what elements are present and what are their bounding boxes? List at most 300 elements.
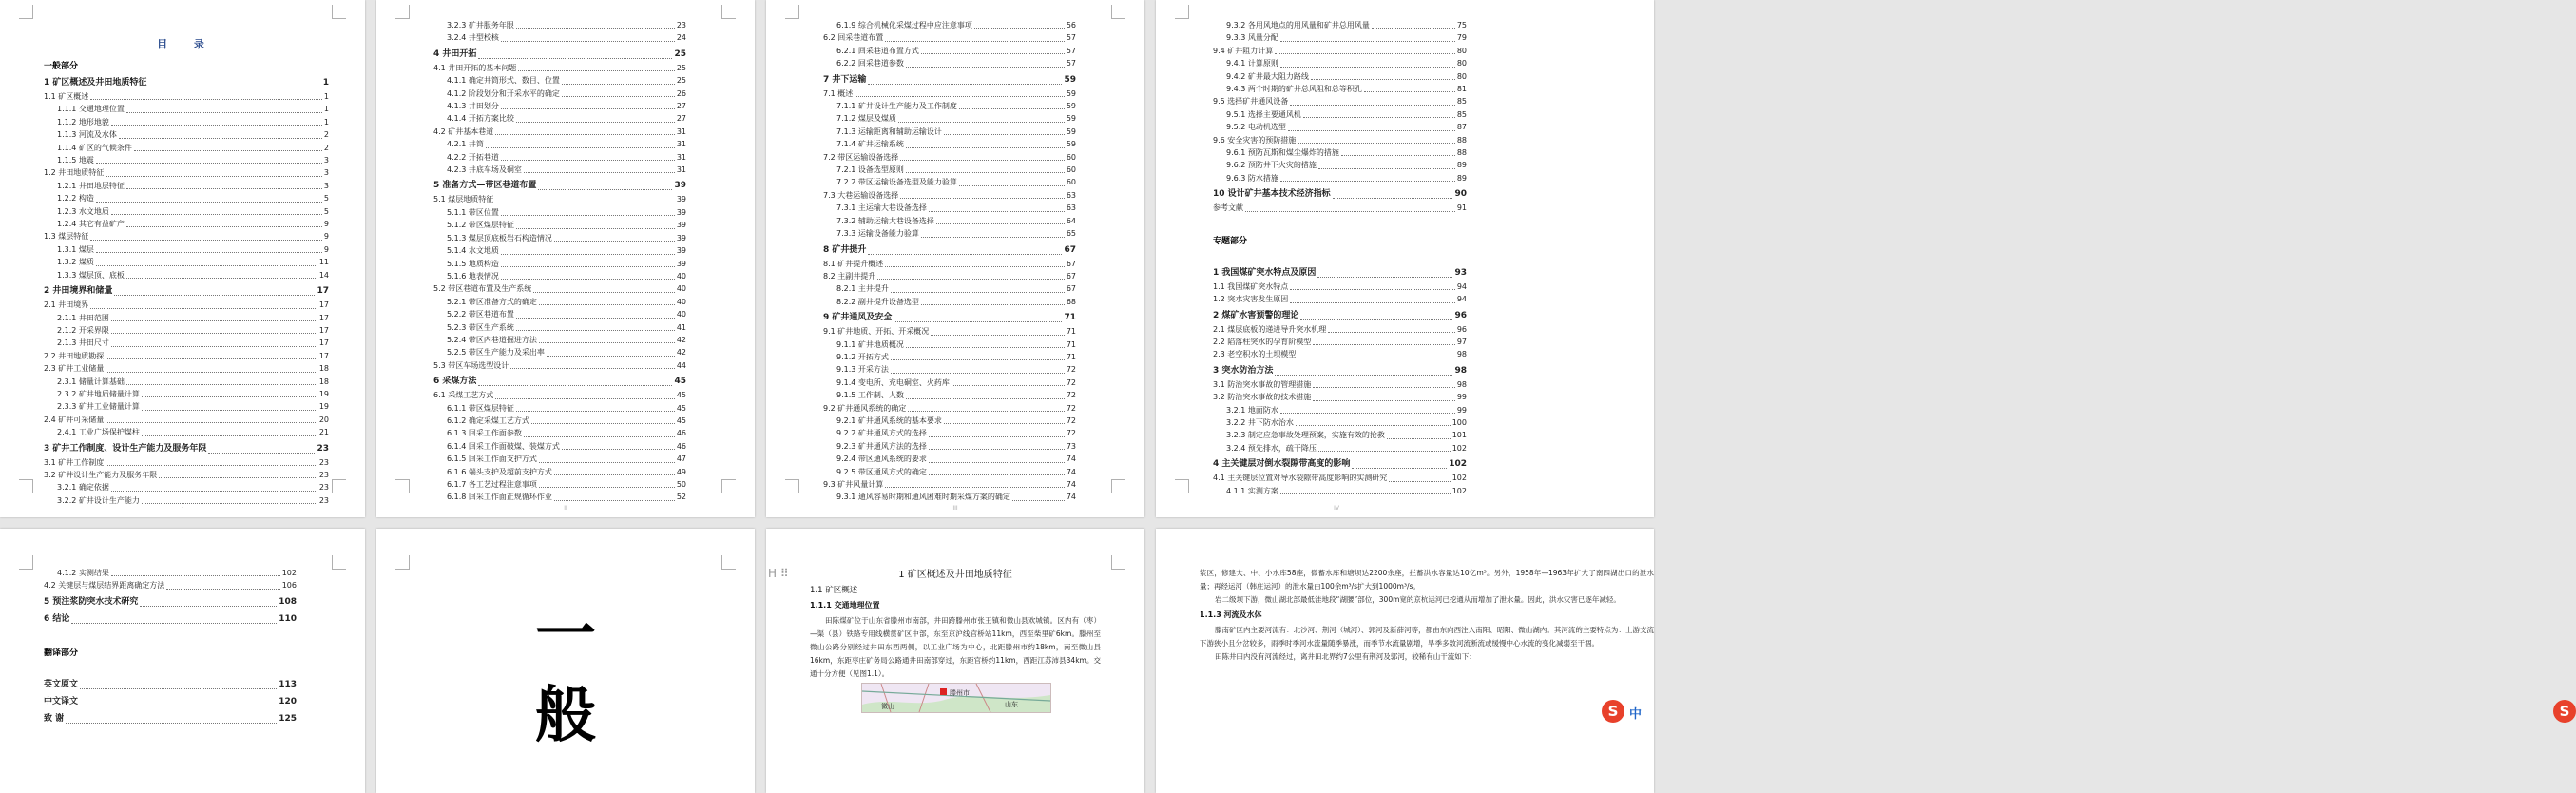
toc-page-number: 59 [1066, 88, 1076, 98]
toc-entry[interactable] [823, 258, 1076, 270]
toc-entry[interactable] [1213, 308, 1467, 323]
toc-entry[interactable] [433, 374, 686, 389]
page-number-mark: II [564, 505, 567, 512]
toc-entry-title: 5.2.2 带区巷道布置 [447, 310, 514, 319]
page-body [810, 569, 1101, 681]
toc-entry[interactable] [44, 312, 329, 324]
toc-entry[interactable] [1213, 391, 1467, 403]
toc-entry-title: 7.1 概述 [823, 88, 854, 98]
toc-entry[interactable] [1213, 172, 1467, 184]
toc-entry-title: 2.4 矿井可采储量 [44, 415, 105, 424]
toc-leader-dots [1328, 332, 1455, 333]
toc-entry-title: 2 井田境界和储量 [44, 286, 113, 297]
toc-entry-title: 1.1.1 交通地理位置 [57, 105, 125, 114]
toc-page-number: 74 [1066, 493, 1076, 502]
toc-entry[interactable] [433, 47, 686, 62]
toc-entry[interactable] [44, 142, 329, 154]
page-corner-mark [1111, 479, 1125, 493]
toc-entry[interactable] [823, 112, 1076, 125]
toc-leader-dots [90, 240, 322, 241]
document-page [766, 0, 1144, 517]
toc-entry-title: 4.1.2 阶段划分和开采水平的确定 [447, 88, 560, 98]
toc-leader-dots [1333, 198, 1453, 199]
toc-entry[interactable] [433, 206, 686, 219]
toc-leader-dots [1280, 41, 1455, 42]
toc-entry-title: 英文原文 [44, 679, 79, 689]
toc-leader-dots [90, 99, 322, 100]
toc-entry[interactable] [823, 282, 1076, 295]
toc-entry[interactable] [1213, 159, 1467, 171]
toc-leader-dots [906, 347, 1065, 348]
toc-entry[interactable] [433, 296, 686, 308]
toc-entry-title: 6.1.9 综合机械化采煤过程中应注意事项 [836, 21, 972, 29]
toc-entry[interactable] [823, 202, 1076, 214]
page-corner-mark [19, 479, 33, 493]
toc-entry[interactable] [1213, 70, 1467, 83]
ime-logo-icon[interactable]: S [2553, 700, 2576, 723]
toc-page-number: 25 [676, 63, 686, 72]
toc-entry-title: 5.2.1 带区准备方式的确定 [447, 297, 537, 306]
toc-leader-dots [142, 503, 317, 504]
toc-entry[interactable] [44, 116, 329, 128]
toc-entry[interactable] [433, 100, 686, 112]
toc-entry[interactable] [433, 321, 686, 334]
toc-entry[interactable] [823, 325, 1076, 338]
toc-entry-title: 3.2.1 地面防水 [1226, 405, 1278, 415]
toc-page-number: 72 [1066, 403, 1076, 413]
toc-entry[interactable] [44, 269, 329, 281]
toc-entry[interactable] [44, 362, 329, 375]
toc-page-number: 39 [676, 246, 686, 256]
toc-leader-dots [111, 346, 317, 347]
toc-entry[interactable] [823, 427, 1076, 439]
toc-leader-dots [929, 474, 1065, 475]
toc-entry[interactable] [1213, 404, 1467, 416]
toc-entry[interactable] [433, 258, 686, 270]
toc-page-number: 67 [1066, 259, 1076, 268]
toc-entry[interactable] [44, 579, 297, 591]
page-corner-mark [395, 479, 410, 493]
toc-leader-dots [111, 125, 322, 126]
toc-leader-dots [891, 359, 1065, 360]
toc-page-number: 89 [1456, 173, 1467, 183]
toc-entry[interactable] [1213, 416, 1467, 429]
toc-entry[interactable] [1213, 146, 1467, 159]
toc-entry[interactable] [433, 270, 686, 282]
toc-entry[interactable] [823, 466, 1076, 478]
toc-entry[interactable] [823, 440, 1076, 453]
toc-entry-title: 9.5.1 选择主要通风机 [1226, 109, 1301, 119]
toc-entry[interactable] [1213, 186, 1467, 202]
toc-entry[interactable] [1213, 456, 1467, 472]
toc-entry[interactable] [823, 270, 1076, 282]
page-corner-mark [1175, 479, 1189, 493]
toc-leader-dots [1372, 28, 1455, 29]
toc-entry[interactable] [433, 427, 686, 439]
toc-page-number: 71 [1066, 327, 1076, 337]
toc-page-number: 39 [676, 233, 686, 242]
toc-entry[interactable] [823, 215, 1076, 227]
toc-entry-title: 9.1.5 工作制、人数 [836, 391, 904, 400]
toc-leader-dots [1389, 481, 1450, 482]
toc-entry[interactable] [44, 128, 329, 141]
toc-entry[interactable] [44, 594, 297, 609]
toc-entry-title: 2.1.3 井田尺寸 [57, 338, 109, 348]
toc-leader-dots [539, 487, 675, 488]
toc-page-number: 96 [1454, 310, 1467, 320]
toc-leader-dots [554, 500, 675, 501]
toc-entry-title: 1.2.2 构造 [57, 194, 94, 203]
toc-entry-title: 1.3.1 煤层 [57, 244, 94, 254]
toc-entry[interactable] [44, 166, 329, 179]
toc-page-number: 24 [676, 33, 686, 43]
toc-entry[interactable] [44, 103, 329, 115]
toc-entry[interactable] [433, 389, 686, 401]
toc-entry[interactable] [44, 400, 329, 413]
toc-leader-dots [900, 160, 1065, 161]
toc-entry[interactable] [433, 219, 686, 231]
toc-entry[interactable] [1213, 378, 1467, 391]
toc-page-number: 26 [676, 88, 686, 98]
toc-entry[interactable] [433, 282, 686, 295]
toc-page-number: 59 [1066, 102, 1076, 111]
toc-entry[interactable] [44, 677, 297, 692]
toc-entry[interactable] [433, 178, 686, 193]
toc-entry[interactable] [433, 346, 686, 358]
toc-entry[interactable] [1213, 19, 1467, 31]
toc-entry[interactable] [44, 283, 329, 299]
toc-page-number: 39 [676, 207, 686, 217]
toc-leader-dots [944, 134, 1065, 135]
toc-entry-title: 9.2 矿井通风系统的确定 [823, 403, 907, 413]
toc-entry[interactable] [44, 567, 297, 579]
toc-entry[interactable] [433, 112, 686, 125]
toc-spacer [1213, 215, 1467, 228]
toc-entry[interactable] [433, 74, 686, 87]
toc-entry[interactable] [1213, 121, 1467, 133]
toc-leader-dots [1317, 277, 1452, 278]
toc-entry[interactable] [1213, 472, 1467, 484]
toc-entry[interactable] [433, 193, 686, 205]
toc-entry[interactable] [823, 31, 1076, 44]
toc-entry-title: 8 矿井提升 [823, 244, 867, 255]
toc-entry[interactable] [44, 154, 329, 166]
toc-entry[interactable] [44, 414, 329, 426]
toc-page-number: 40 [676, 310, 686, 319]
toc-leader-dots [524, 172, 675, 173]
toc-entry-title: 7.1.3 运输距离和辅助运输设计 [836, 126, 942, 136]
toc-entry[interactable] [44, 75, 329, 90]
toc-entry[interactable] [44, 192, 329, 204]
toc-entry[interactable] [823, 45, 1076, 57]
toc-entry[interactable] [823, 242, 1076, 258]
toc-leader-dots [96, 163, 322, 164]
toc-page-number: 45 [676, 416, 686, 425]
toc-entry[interactable] [823, 296, 1076, 308]
toc-entry[interactable] [1213, 293, 1467, 305]
toc-entry[interactable] [1213, 31, 1467, 44]
toc-entry[interactable] [823, 377, 1076, 389]
toc-leader-dots [96, 252, 322, 253]
toc-entry-title: 2.1.1 井田范围 [57, 313, 109, 322]
toc-entry[interactable] [823, 126, 1076, 138]
toc-entry[interactable] [44, 299, 329, 311]
toc-entry[interactable] [44, 180, 329, 192]
toc-entry-title: 6.2 回采巷道布置 [823, 33, 884, 43]
toc-page-number: 20 [318, 415, 329, 424]
toc-entry[interactable] [44, 90, 329, 103]
toc-entry[interactable] [44, 243, 329, 256]
toc-entry[interactable] [823, 227, 1076, 240]
toc-page-number: 9 [323, 220, 329, 229]
toc-leader-dots [562, 449, 675, 450]
toc-page-number: 80 [1456, 71, 1467, 81]
toc-entry[interactable] [823, 338, 1076, 351]
toc-entry[interactable] [823, 491, 1076, 503]
toc-entry-title: 9.1.1 矿井地质概况 [836, 339, 904, 349]
toc-entry[interactable] [44, 388, 329, 400]
toc-entry[interactable] [823, 164, 1076, 176]
toc-entry-title: 3.2.4 预先排水，疏干降压 [1226, 443, 1317, 453]
toc-leader-dots [929, 449, 1065, 450]
toc-entry[interactable] [433, 87, 686, 100]
toc-entry[interactable] [433, 308, 686, 320]
map-label: 滕州市 [950, 689, 970, 697]
toc-entry[interactable] [823, 57, 1076, 69]
toc-entry[interactable] [44, 350, 329, 362]
toc-entry[interactable] [823, 151, 1076, 164]
toc-leader-dots [111, 575, 280, 576]
toc-entry-title: 6.1.4 回采工作面破煤、装煤方式 [447, 441, 560, 451]
toc-entry[interactable] [433, 491, 686, 503]
toc-entry[interactable] [44, 694, 297, 709]
toc-entry[interactable] [433, 440, 686, 453]
toc-entry[interactable] [44, 337, 329, 349]
toc-page-number: 102 [1451, 474, 1467, 483]
toc-leader-dots [516, 228, 675, 229]
toc-page-number: 96 [1456, 324, 1467, 334]
toc-entry-title: 1.2.1 井田地层特征 [57, 181, 125, 190]
toc-entry[interactable] [433, 453, 686, 465]
toc-entry[interactable] [1213, 485, 1467, 497]
toc-entry[interactable] [1213, 108, 1467, 121]
toc-page-number: 42 [676, 335, 686, 344]
toc-page-number: 87 [1456, 123, 1467, 132]
toc-entry[interactable] [433, 138, 686, 150]
toc-entry[interactable] [823, 478, 1076, 491]
toc-entry-title: 7.1.1 矿井设计生产能力及工作制度 [836, 102, 957, 111]
toc-entry[interactable] [44, 218, 329, 230]
toc-entry-title: 1.1.2 地形地貌 [57, 117, 109, 126]
toc-entry[interactable] [433, 31, 686, 44]
toc-leader-dots [71, 623, 277, 624]
toc-entry[interactable] [1213, 442, 1467, 455]
document-page [376, 529, 755, 793]
toc-leader-dots [1300, 319, 1452, 320]
toc-entry[interactable] [433, 466, 686, 478]
toc-page-number: 67 [1066, 271, 1076, 280]
toc-entry[interactable] [44, 324, 329, 337]
toc-entry[interactable] [433, 244, 686, 257]
toc-entry[interactable] [823, 138, 1076, 150]
toc-entry[interactable] [44, 426, 329, 438]
toc-entry-title: 6.1 采煤工艺方式 [433, 391, 494, 400]
toc-page-number: 19 [318, 389, 329, 398]
toc-page-number: 17 [318, 351, 329, 360]
toc-entry[interactable] [823, 87, 1076, 100]
toc-entry-title: 3.2 防治突水事故的技术措施 [1213, 393, 1312, 402]
toc-entry[interactable] [433, 151, 686, 164]
toc-entry[interactable] [44, 205, 329, 218]
toc-entry[interactable] [44, 481, 329, 493]
toc-page-number: 120 [279, 696, 297, 706]
toc-leader-dots [533, 292, 675, 293]
toc-leader-dots [478, 58, 672, 59]
toc-entry-title: 1.3 煤层特征 [44, 232, 89, 242]
toc-entry[interactable] [433, 62, 686, 74]
document-page [0, 529, 365, 793]
toc-entry[interactable] [1213, 336, 1467, 348]
toc-page-number: 71 [1064, 313, 1076, 323]
toc-page-number: 71 [1066, 352, 1076, 361]
toc-entry[interactable] [823, 100, 1076, 112]
toc-entry[interactable] [823, 310, 1076, 325]
toc-entry[interactable] [44, 711, 297, 726]
toc-entry-title: 7.2 带区运输设备选择 [823, 152, 899, 162]
toc-entry[interactable] [433, 334, 686, 346]
toc-entry-title: 9.6 安全灾害的预防措施 [1213, 135, 1297, 145]
table-of-contents [44, 29, 329, 507]
toc-entry[interactable] [823, 19, 1076, 31]
toc-leader-dots [495, 134, 675, 135]
toc-entry[interactable] [433, 232, 686, 244]
toc-page-number: 52 [676, 493, 686, 502]
toc-entry[interactable] [823, 176, 1076, 188]
toc-page-number: 81 [1456, 85, 1467, 94]
document-page [376, 0, 755, 517]
toc-entry[interactable] [44, 469, 329, 481]
toc-entry[interactable] [1213, 265, 1467, 280]
toc-entry[interactable] [1213, 429, 1467, 441]
ime-mode-indicator[interactable]: 中 [1629, 707, 1643, 722]
toc-leader-dots [1352, 468, 1447, 469]
toc-entry[interactable] [1213, 348, 1467, 360]
toc-entry-title: 4.1.2 实测结果 [57, 569, 109, 577]
toc-entry-title: 参考文献 [1213, 203, 1243, 213]
toc-entry[interactable] [433, 402, 686, 415]
toc-entry[interactable] [44, 441, 329, 456]
page-number-mark: III [952, 505, 958, 512]
toc-entry[interactable] [823, 402, 1076, 415]
toc-page-number: 5 [323, 194, 329, 203]
toc-entry-title: 4.2.1 井筒 [447, 140, 484, 149]
toc-entry[interactable] [433, 359, 686, 372]
toc-entry[interactable] [1213, 45, 1467, 57]
toc-entry[interactable] [44, 494, 329, 507]
toc-entry[interactable] [433, 415, 686, 427]
toc-entry[interactable] [44, 456, 329, 469]
toc-leader-dots [936, 223, 1065, 224]
toc-entry[interactable] [44, 230, 329, 242]
toc-entry-title: 6.1.3 回采工作面参数 [447, 429, 522, 438]
toc-entry[interactable] [823, 363, 1076, 376]
toc-entry-title: 2.3.1 储量计算基础 [57, 377, 125, 386]
toc-entry[interactable] [44, 611, 297, 627]
toc-entry-title: 9.2.3 矿井通风方法的选择 [836, 441, 927, 451]
toc-entry[interactable] [44, 256, 329, 268]
toc-page-number: 67 [1064, 244, 1076, 255]
toc-leader-dots [1313, 387, 1455, 388]
toc-entry[interactable] [823, 189, 1076, 202]
toc-entry[interactable] [823, 72, 1076, 87]
toc-entry[interactable] [433, 478, 686, 491]
toc-leader-dots [539, 342, 675, 343]
toc-leader-dots [1296, 425, 1451, 426]
toc-entry[interactable] [44, 376, 329, 388]
toc-page-number: 39 [676, 195, 686, 204]
toc-page-number: 99 [1456, 405, 1467, 415]
toc-entry-title: 9.3.1 通风容易时期和通风困难时期采煤方案的确定 [836, 493, 1010, 502]
toc-entry[interactable] [1213, 134, 1467, 146]
toc-page-number: 3 [323, 181, 329, 190]
toc-entry-title: 3.2.3 矿井服务年限 [447, 21, 514, 29]
toc-page-number: 72 [1066, 429, 1076, 438]
toc-page-number: 85 [1456, 109, 1467, 119]
toc-leader-dots [1012, 500, 1065, 501]
toc-page-number: 68 [1066, 297, 1076, 306]
page-corner-mark [1111, 555, 1125, 570]
toc-page-number: 102 [281, 569, 297, 577]
toc-entry-title: 2.1.2 开采界限 [57, 325, 109, 335]
toc-leader-dots [1280, 67, 1455, 68]
toc-leader-dots [554, 474, 675, 475]
toc-entry-title: 9.1 矿井地质、开拓、开采概况 [823, 327, 930, 337]
page-number-mark: IV [1334, 505, 1339, 512]
toc-page-number: 45 [676, 403, 686, 413]
toc-entry[interactable] [823, 351, 1076, 363]
toc-entry[interactable] [1213, 83, 1467, 95]
toc-entry[interactable] [433, 19, 686, 31]
toc-entry[interactable] [1213, 323, 1467, 336]
toc-entry-title: 3 矿井工作制度、设计生产能力及服务年限 [44, 443, 207, 454]
toc-entry[interactable] [823, 389, 1076, 401]
toc-leader-dots [501, 279, 675, 280]
heading-handle-icon[interactable]: H ⠿ [768, 567, 789, 580]
toc-entry[interactable] [1213, 202, 1467, 214]
toc-entry[interactable] [1213, 95, 1467, 107]
toc-leader-dots [921, 237, 1065, 238]
toc-entry[interactable] [433, 164, 686, 176]
toc-entry[interactable] [823, 453, 1076, 465]
body-paragraph: 岩二级坝下游，微山湖北部最低洼地段“湖腰”部位，300m宽的京杭运河已挖通从而增加了泄水量。因此，洪水灾害已逐年减轻。 [1215, 595, 1621, 604]
toc-entry[interactable] [433, 126, 686, 138]
toc-page-number: 74 [1066, 467, 1076, 476]
toc-entry[interactable] [823, 415, 1076, 427]
toc-page-number: 17 [318, 325, 329, 335]
toc-entry[interactable] [1213, 363, 1467, 378]
ime-logo-icon[interactable]: S [1602, 700, 1624, 723]
toc-entry-title: 5.2.4 带区内巷道掘进方法 [447, 335, 537, 344]
toc-leader-dots [885, 487, 1065, 488]
body-paragraph: 浆区，修建大、中、小水库58座，微蓄水库和塘坝达2200余座，拦蓄洪水容量达10亿m³。另外，1958年—1963年扩大了南四湖出口的泄水量；再经运河（韩庄运河）的泄水量由100余m³/s扩大到1000m³/s。 [1200, 569, 1654, 590]
document-page [1156, 0, 1654, 517]
toc-entry[interactable] [1213, 57, 1467, 69]
toc-leader-dots [106, 465, 317, 466]
toc-part-header: 翻译部分 [44, 648, 79, 658]
toc-entry-title: 中文译文 [44, 696, 79, 706]
toc-entry[interactable] [1213, 280, 1467, 293]
toc-leader-dots [90, 308, 317, 309]
